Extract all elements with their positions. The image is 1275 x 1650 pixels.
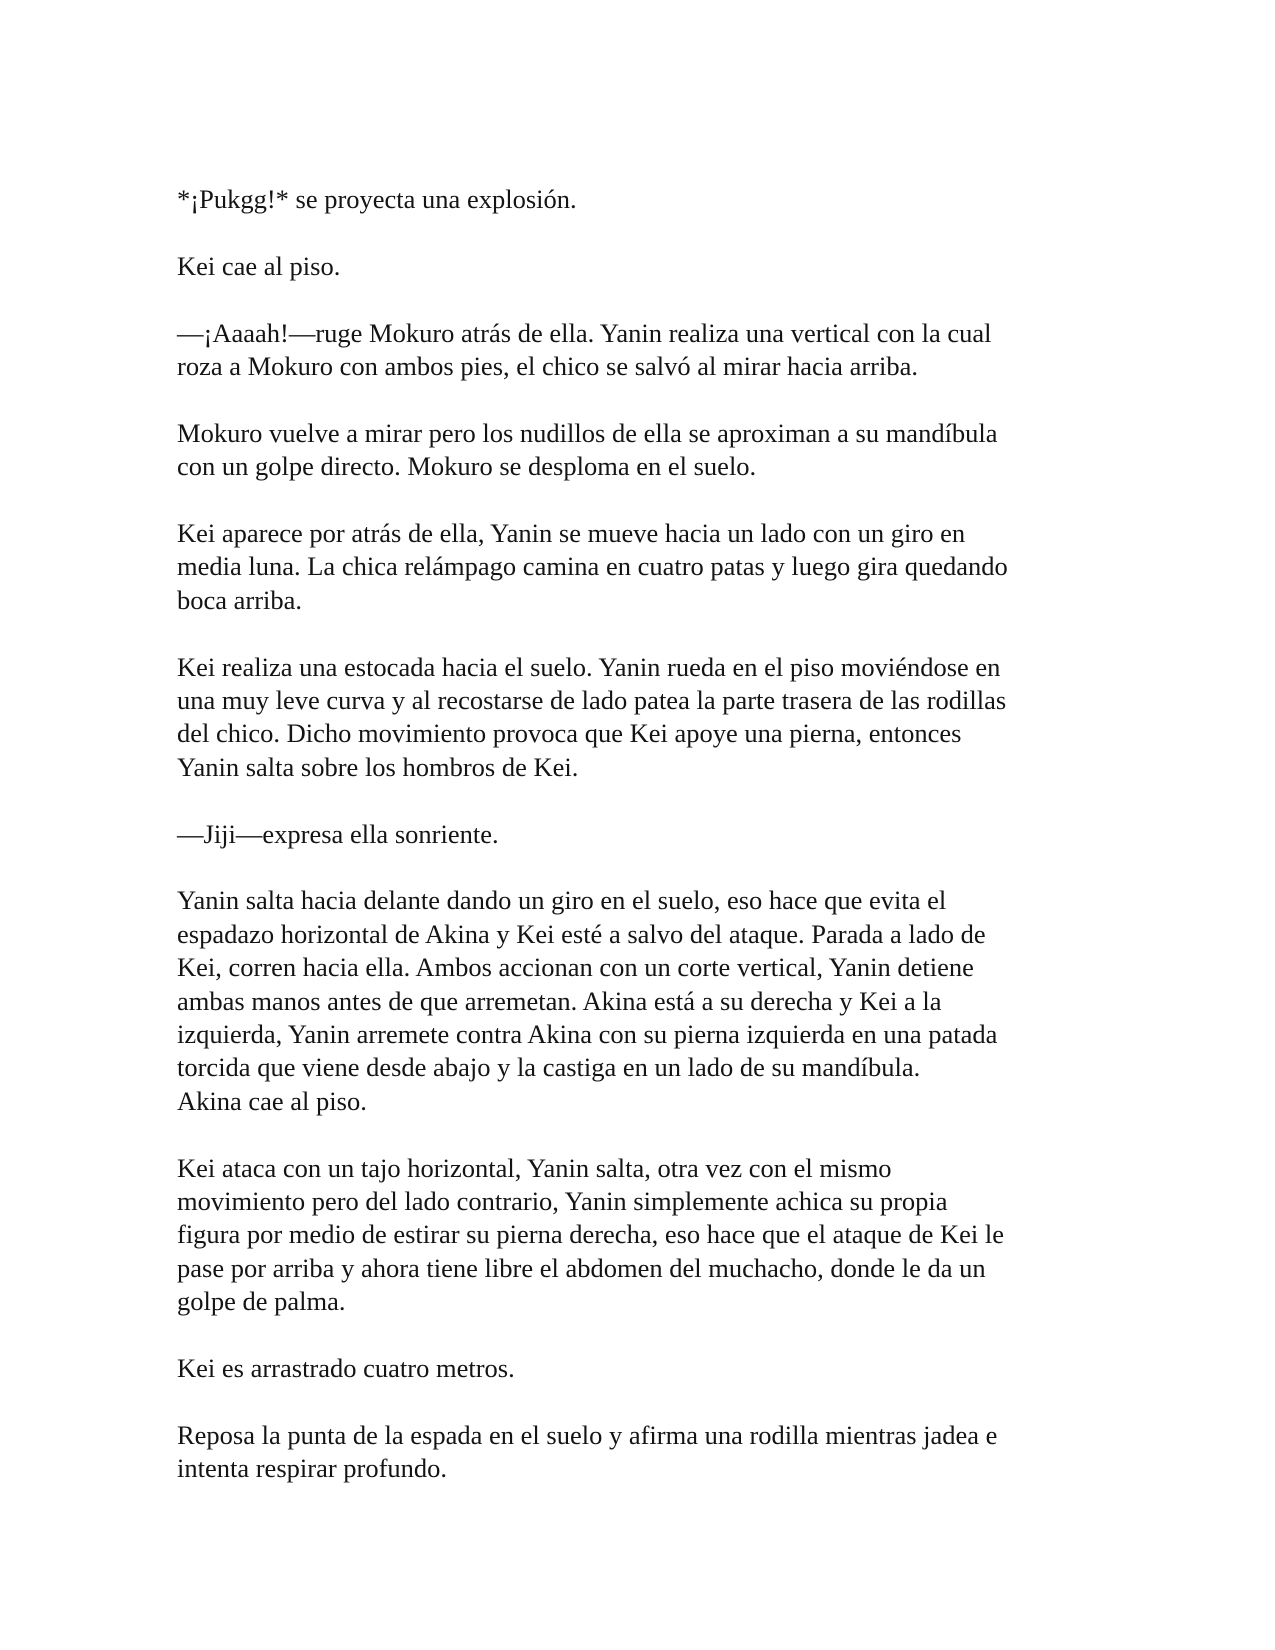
paragraph-kei-thrust: Kei realiza una estocada hacia el suelo. Yanin rueda en el piso moviéndose en una muy leve curva y al recostarse de lado patea la parte trasera de las rodillas del chico. Dicho movimiento provoca que Kei apoye una pierna, entonces Yanin salta sobre los hombros de Kei. [177, 651, 1007, 782]
paragraph-mokuro-knocked: Mokuro vuelve a mirar pero los nudillos de ella se aproximan a su mandíbula con un golpe directo. Mokuro se desploma en el suelo. [177, 417, 998, 482]
paragraph-kei-kneels: Reposa la punta de la espada en el suelo y afirma una rodilla mientras jadea e intenta respirar profundo. [177, 1419, 998, 1484]
paragraph-mokuro-roars: —¡Aaaah!—ruge Mokuro atrás de ella. Yanin realiza una vertical con la cual roza a Mokuro con ambos pies, el chico se salvó al mirar hacia arriba. [177, 317, 992, 381]
paragraph-kei-dragged: Kei es arrastrado cuatro metros. [177, 1353, 515, 1384]
paragraph-jiji: —Jiji—expresa ella sonriente. [177, 818, 499, 849]
paragraph-kei-falls: Kei cae al piso. [177, 250, 341, 281]
paragraph-kei-appears: Kei aparece por atrás de ella, Yanin se mueve hacia un lado con un giro en media luna. La chica relámpago camina en cuatro patas y luego gira quedando boca arriba. [177, 518, 1008, 615]
paragraph-yanin-rolls: Yanin salta hacia delante dando un giro en el suelo, eso hace que evita el espadazo horizontal de Akina y Kei esté a salvo del ataque. Parada a lado de Kei, corren hacia ella. Ambos accionan con un corte vertical, Yanin detiene ambas manos antes de que arremetan. Akina está a su derecha y Kei a la izquierda, Yanin arremete contra Akina con su pierna izquierda en una patada torcida que viene desde abajo y la castiga en un lado de su mandíbula. Akina cae al piso. [177, 885, 998, 1116]
paragraph-explosion: *¡Pukgg!* se proyecta una explosión. [177, 184, 577, 214]
paragraph-kei-slash: Kei ataca con un tajo horizontal, Yanin salta, otra vez con el mismo movimiento pero del lado contrario, Yanin simplemente achica su propia figura por medio de estirar su pierna derecha, eso hace que el ataque de Kei le pase por arriba y ahora tiene libre el abdomen del muchacho, donde le da un golpe de palma. [177, 1152, 1004, 1317]
page-body-text [177, 183, 1107, 1519]
